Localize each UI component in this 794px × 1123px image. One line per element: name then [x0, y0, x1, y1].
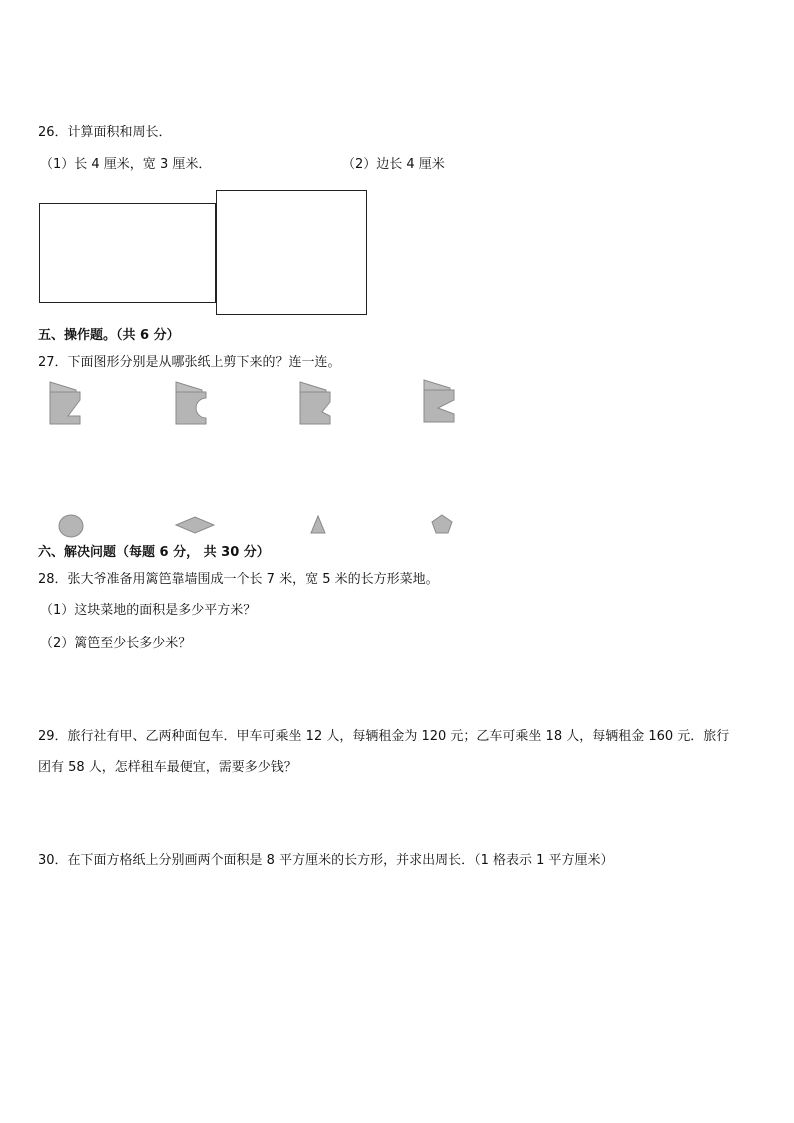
q28-part2: （2）篱笆至少长多少米？ — [40, 636, 192, 651]
q30-text: 30．在下面方格纸上分别画两个面积是 8 平方厘米的长方形，并求出周长．（1 格表示 1 平方厘米） — [38, 853, 614, 868]
q26-part1: （1）长 4 厘米，宽 3 厘米． — [40, 157, 212, 172]
q26-part2: （2）边长 4 厘米 — [342, 157, 445, 172]
folded-paper-cut-semicircle-icon — [172, 380, 212, 428]
triangle-icon — [308, 514, 328, 536]
section5-heading: 五、操作题。（共 6 分） — [38, 328, 180, 343]
folded-paper-cut-triangle-notch-icon — [296, 380, 336, 428]
rhombus-icon — [174, 514, 216, 536]
q28-text: 28．张大爷准备用篱笆靠墙围成一个长 7 米，宽 5 米的长方形菜地。 — [38, 572, 439, 587]
circle-icon — [56, 512, 86, 540]
rectangle-figure — [39, 203, 216, 303]
q27-text: 27．下面图形分别是从哪张纸上剪下来的？连一连。 — [38, 355, 341, 370]
folded-paper-cut-z-icon — [46, 380, 86, 428]
q26-title: 26．计算面积和周长． — [38, 125, 172, 140]
q29-line1: 29．旅行社有甲、乙两种面包车．甲车可乘坐 12 人，每辆租金为 120 元；乙车可乘坐 18 人，每辆租金 160 元．旅行 — [38, 729, 730, 744]
folded-paper-cut-v-notch-icon — [420, 378, 460, 426]
square-figure — [216, 190, 367, 315]
q28-part1: （1）这块菜地的面积是多少平方米？ — [40, 603, 257, 618]
section6-heading: 六、解决问题（每题 6 分， 共 30 分） — [38, 545, 270, 560]
pentagon-icon — [430, 513, 454, 535]
q29-line2: 团有 58 人，怎样租车最便宜，需要多少钱？ — [38, 760, 297, 775]
